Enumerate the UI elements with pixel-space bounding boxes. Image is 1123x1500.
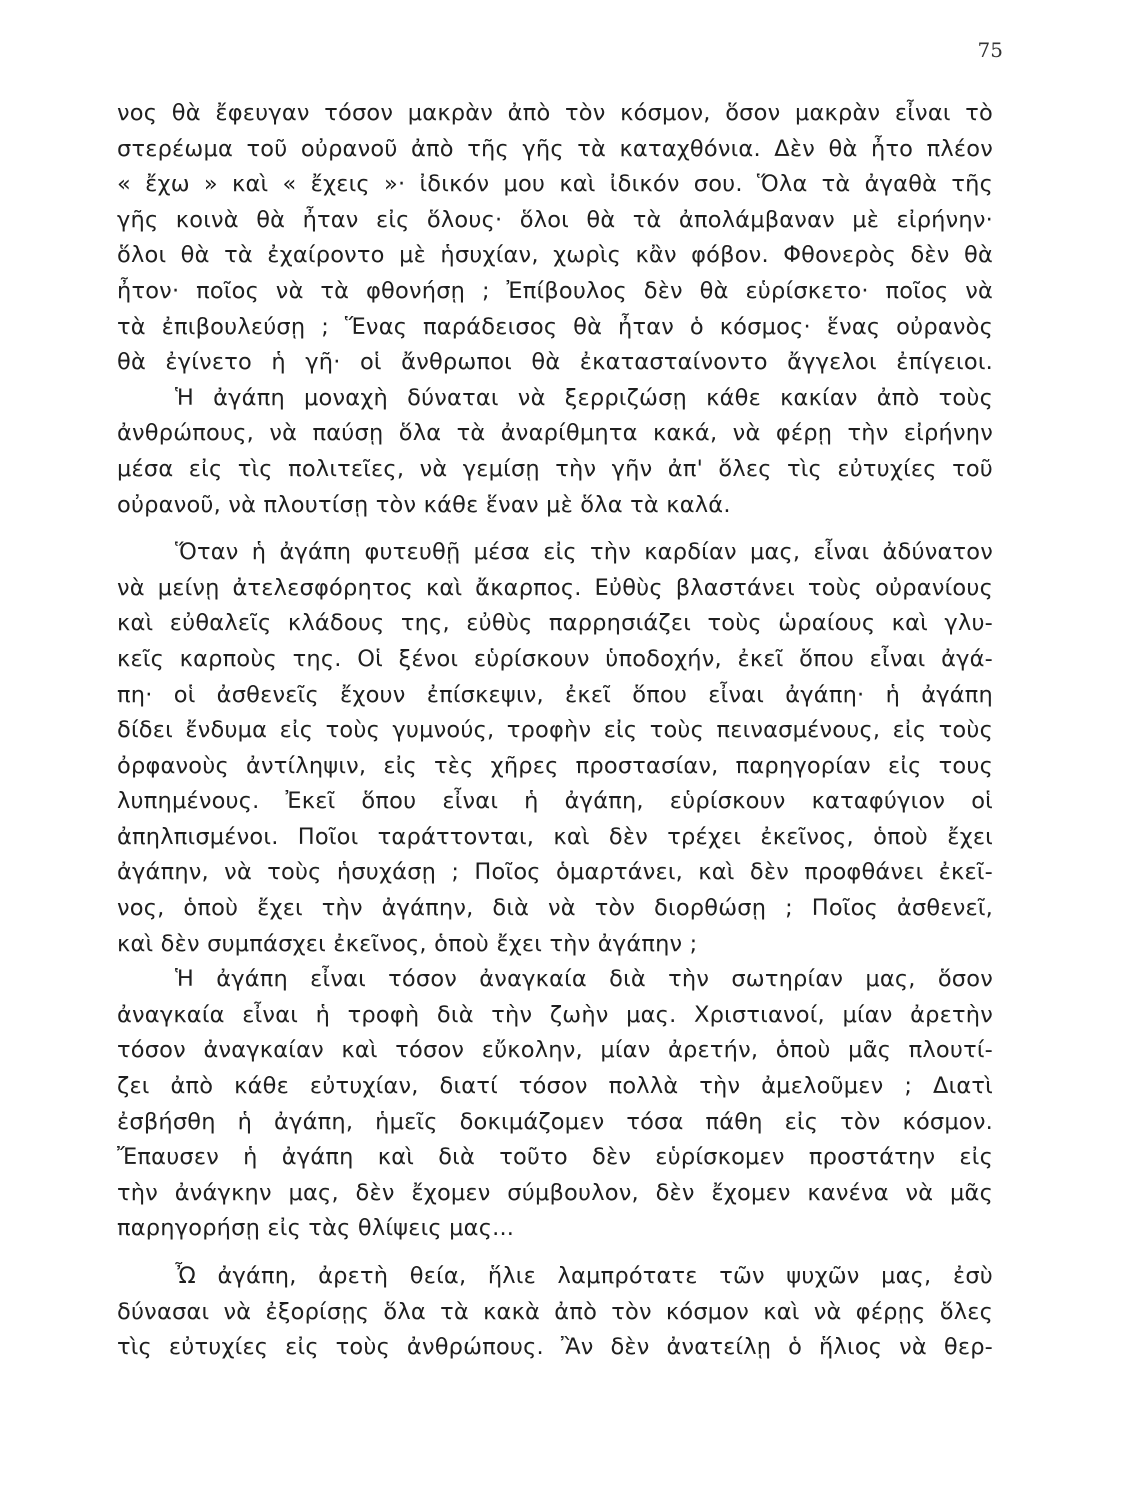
text-line: ἀναγκαία εἶναι ἡ τροφὴ διὰ τὴν ζωὴν μας. Χριστιανοί, μίαν ἀρετὴν xyxy=(117,1001,993,1028)
text-line: λυπημένους. Ἐκεῖ ὅπου εἶναι ἡ ἀγάπη, εὑρίσκουν καταφύγιον οἱ xyxy=(117,788,993,815)
text-line: Ἡ ἀγάπη μοναχὴ δύναται νὰ ξερριζώσῃ κάθε κακίαν ἀπὸ τοὺς xyxy=(175,384,993,411)
text-line: οὐρανοῦ, νὰ πλουτίσῃ τὸν κάθε ἕναν μὲ ὅλα τὰ καλά. xyxy=(117,491,731,518)
text-line: γῆς κοινὰ θὰ ἦταν εἰς ὅλους· ὅλοι θὰ τὰ ἀπολάμβαναν μὲ εἰρήνην· xyxy=(117,206,993,233)
text-line: στερέωμα τοῦ οὐρανοῦ ἀπὸ τῆς γῆς τὰ καταχθόνια. Δὲν θὰ ἦτο πλέον xyxy=(117,135,993,162)
text-line: ἀπηλπισμένοι. Ποῖοι ταράττονται, καὶ δὲν τρέχει ἐκεῖνος, ὁποὺ ἔχει xyxy=(117,823,993,850)
text-line: Ἡ ἀγάπη εἶναι τόσον ἀναγκαία διὰ τὴν σωτηρίαν μας, ὅσον xyxy=(175,966,993,993)
text-line: ἀγάπην, νὰ τοὺς ἡσυχάσῃ ; Ποῖος ὁμαρτάνει, καὶ δὲν προφθάνει ἐκεῖ- xyxy=(117,859,993,886)
text-line: ἀνθρώπους, νὰ παύσῃ ὅλα τὰ ἀναρίθμητα κακά, νὰ φέρῃ τὴν εἰρήνην xyxy=(117,420,993,447)
text-line: τὰ ἐπιβουλεύσῃ ; Ἕνας παράδεισος θὰ ἦταν ὁ κόσμος· ἕνας οὐρανὸς xyxy=(117,313,993,340)
text-line: θὰ ἐγίνετο ἡ γῆ· οἱ ἄνθρωποι θὰ ἐκατασταίνοντο ἄγγελοι ἐπίγειοι. xyxy=(117,349,993,376)
text-line: ὅλοι θὰ τὰ ἐχαίροντο μὲ ἡσυχίαν, χωρὶς κἂν φόβον. Φθονερὸς δὲν θὰ xyxy=(117,242,993,269)
text-line: κεῖς καρποὺς της. Οἱ ξένοι εὑρίσκουν ὑποδοχήν, ἐκεῖ ὅπου εἶναι ἀγά- xyxy=(117,645,993,672)
text-line: καὶ δὲν συμπάσχει ἐκεῖνος, ὁποὺ ἔχει τὴν ἀγάπην ; xyxy=(117,930,698,957)
text-line: πη· οἱ ἀσθενεῖς ἔχουν ἐπίσκεψιν, ἐκεῖ ὅπου εἶναι ἀγάπη· ἡ ἀγάπη xyxy=(117,681,993,708)
text-line: ἐσβήσθη ἡ ἀγάπη, ἡμεῖς δοκιμάζομεν τόσα πάθη εἰς τὸν κόσμον. xyxy=(117,1108,993,1135)
text-line: ὀρφανοὺς ἀντίληψιν, εἰς τὲς χῆρες προστασίαν, παρηγορίαν εἰς τους xyxy=(117,752,993,779)
text-line: δίδει ἔνδυμα εἰς τοὺς γυμνούς, τροφὴν εἰς τοὺς πεινασμένους, εἰς τοὺς xyxy=(117,717,993,744)
text-line: παρηγορήσῃ εἰς τὰς θλίψεις μας... xyxy=(117,1215,515,1242)
paragraph xyxy=(117,96,993,523)
text-line: καὶ εὐθαλεῖς κλάδους της, εὐθὺς παρρησιάζει τοὺς ὡραίους καὶ γλυ- xyxy=(117,610,993,637)
text-line: Ὦ ἀγάπη, ἀρετὴ θεία, ἥλιε λαμπρότατε τῶν ψυχῶν μας, ἐσὺ xyxy=(175,1263,993,1289)
text-line: Ὅταν ἡ ἀγάπη φυτευθῇ μέσα εἰς τὴν καρδίαν μας, εἶναι ἀδύνατον xyxy=(175,539,993,566)
text-line: Ἔπαυσεν ἡ ἀγάπη καὶ διὰ τοῦτο δὲν εὑρίσκομεν προστάτην εἰς xyxy=(117,1144,993,1171)
paragraph-gap xyxy=(117,523,993,535)
text-line: δύνασαι νὰ ἐξορίσῃς ὅλα τὰ κακὰ ἀπὸ τὸν κόσμον καὶ νὰ φέρῃς ὅλες xyxy=(117,1298,993,1325)
text-line: τὶς εὐτυχίες εἰς τοὺς ἀνθρώπους. Ἂν δὲν ἀνατείλῃ ὁ ἥλιος νὰ θερ- xyxy=(117,1334,993,1361)
text-line: « ἔχω » καὶ « ἔχεις »· ἰδικόν μου καὶ ἰδικόν σου. Ὅλα τὰ ἀγαθὰ τῆς xyxy=(117,171,993,198)
text-line: νος, ὁποὺ ἔχει τὴν ἀγάπην, διὰ νὰ τὸν διορθώσῃ ; Ποῖος ἀσθενεῖ, xyxy=(117,895,993,922)
text-line: ἦτον· ποῖος νὰ τὰ φθονήσῃ ; Ἐπίβουλος δὲν θὰ εὑρίσκετο· ποῖος νὰ xyxy=(117,277,993,304)
text-line: ζει ἀπὸ κάθε εὐτυχίαν, διατί τόσον πολλὰ τὴν ἀμελοῦμεν ; Διατὶ xyxy=(117,1073,993,1100)
text-line: μέσα εἰς τὶς πολιτεῖες, νὰ γεμίσῃ τὴν γῆν ἀπ' ὅλες τὶς εὐτυχίες τοῦ xyxy=(117,455,993,482)
paragraph xyxy=(117,1259,993,1366)
page-number: 75 xyxy=(977,38,1003,62)
body-text xyxy=(117,96,993,1366)
text-line: νὰ μείνῃ ἀτελεσφόρητος καὶ ἄκαρπος. Εὐθὺς βλαστάνει τοὺς οὐρανίους xyxy=(117,574,993,601)
text-line: τόσον ἀναγκαίαν καὶ τόσον εὔκολην, μίαν ἀρετήν, ὁποὺ μᾶς πλουτί- xyxy=(117,1037,993,1064)
text-line: νος θὰ ἔφευγαν τόσον μακρὰν ἀπὸ τὸν κόσμον, ὅσον μακρὰν εἶναι τὸ xyxy=(117,100,993,126)
paragraph-gap xyxy=(117,1247,993,1259)
paragraph xyxy=(117,535,993,1247)
text-line: τὴν ἀνάγκην μας, δὲν ἔχομεν σύμβουλον, δὲν ἔχομεν κανένα νὰ μᾶς xyxy=(117,1179,993,1206)
